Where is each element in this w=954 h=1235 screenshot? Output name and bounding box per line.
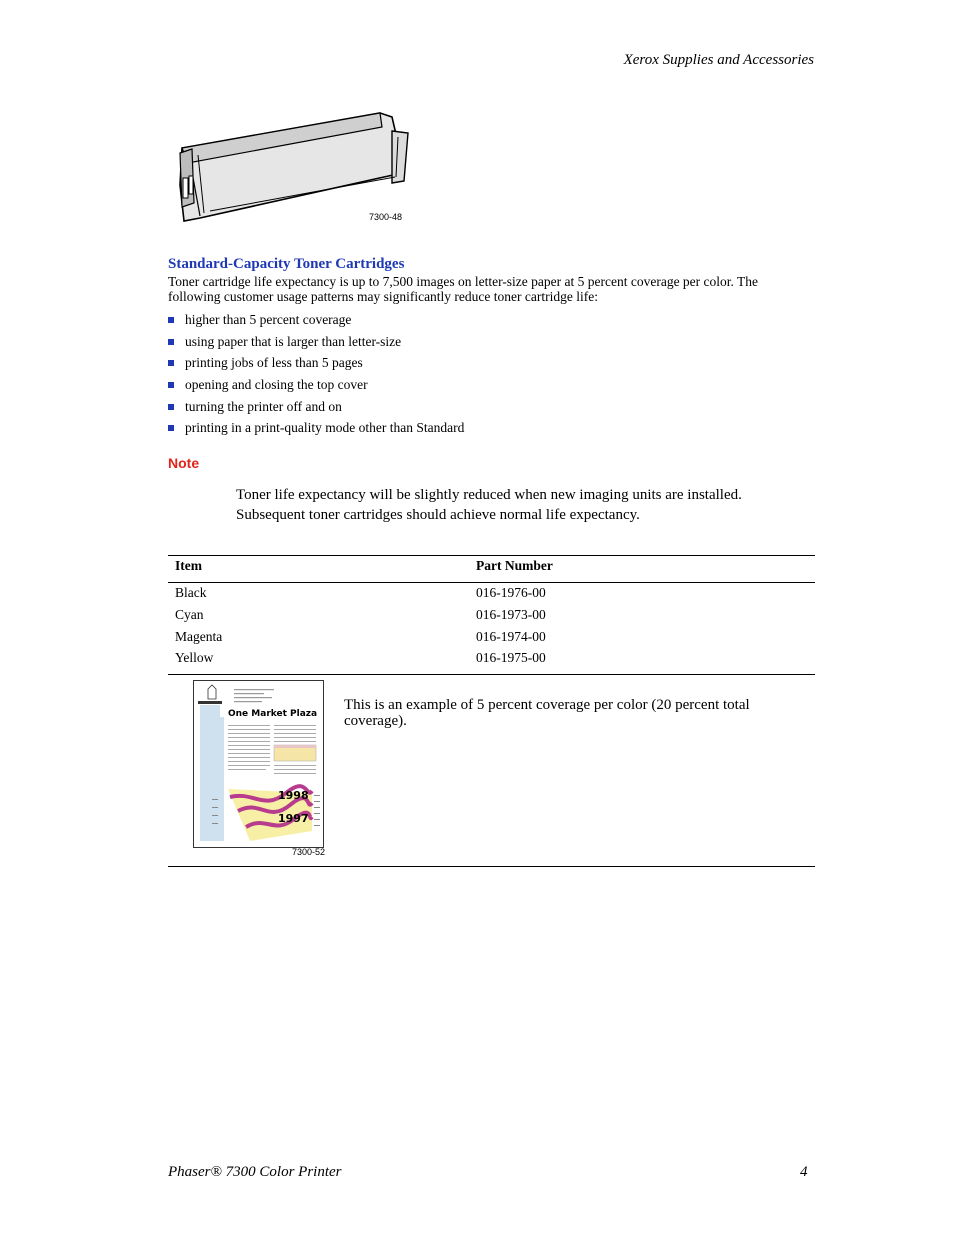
square-bullet-icon [168, 382, 174, 388]
list-item: printing in a print-quality mode other than Standard [168, 419, 464, 441]
item-cell: Black [175, 585, 207, 600]
usage-pattern-list [168, 311, 464, 441]
table-rule [168, 674, 815, 675]
page-number: 4 [800, 1164, 808, 1180]
table-bottom-rule [168, 866, 815, 867]
toner-cartridge-illustration [170, 103, 420, 228]
square-bullet-icon [168, 404, 174, 410]
item-cell: Yellow [175, 650, 214, 665]
table-top-rule [168, 555, 815, 556]
table-header-rule [168, 582, 815, 583]
item-cell: Magenta [175, 629, 223, 644]
note-text: Toner life expectancy will be slightly reduced when new imaging units are installed. Subsequent toner cartridges should achieve normal life expectancy. [236, 487, 742, 523]
running-header: Xerox Supplies and Accessories [623, 52, 814, 68]
part-number-cell: 016-1974-00 [476, 629, 546, 644]
list-item: using paper that is larger than letter-size [168, 333, 464, 355]
square-bullet-icon [168, 425, 174, 431]
table-header-part-number: Part Number [476, 558, 553, 573]
footer-product-name: Phaser® 7300 Color Printer [168, 1164, 342, 1180]
svg-text:1997: 1997 [278, 812, 309, 825]
part-number-cell: 016-1976-00 [476, 585, 546, 600]
list-item: opening and closing the top cover [168, 376, 464, 398]
sample-figure-label: 7300-52 [292, 847, 326, 857]
cartridge-figure-label: 7300-48 [369, 212, 403, 222]
coverage-sample-thumbnail [193, 680, 324, 848]
list-item: higher than 5 percent coverage [168, 311, 464, 333]
square-bullet-icon [168, 360, 174, 366]
list-item: turning the printer off and on [168, 398, 464, 420]
part-number-cell: 016-1975-00 [476, 650, 546, 665]
item-cell: Cyan [175, 607, 204, 622]
sample-page-title: One Market Plaza [228, 709, 318, 719]
section-heading: Standard-Capacity Toner Cartridges [168, 256, 405, 272]
table-header-item: Item [175, 558, 202, 573]
square-bullet-icon [168, 317, 174, 323]
part-number-cell: 016-1973-00 [476, 607, 546, 622]
svg-text:1998: 1998 [278, 789, 309, 802]
intro-paragraph: Toner cartridge life expectancy is up to 7,500 images on letter-size paper at 5 percent coverage per color. The following customer usage patterns may significantly reduce toner cartridge life: [168, 274, 759, 304]
note-label: Note [168, 455, 200, 471]
list-item: printing jobs of less than 5 pages [168, 354, 464, 376]
coverage-example-text: This is an example of 5 percent coverage per color (20 percent total coverage). [344, 697, 750, 729]
square-bullet-icon [168, 339, 174, 345]
